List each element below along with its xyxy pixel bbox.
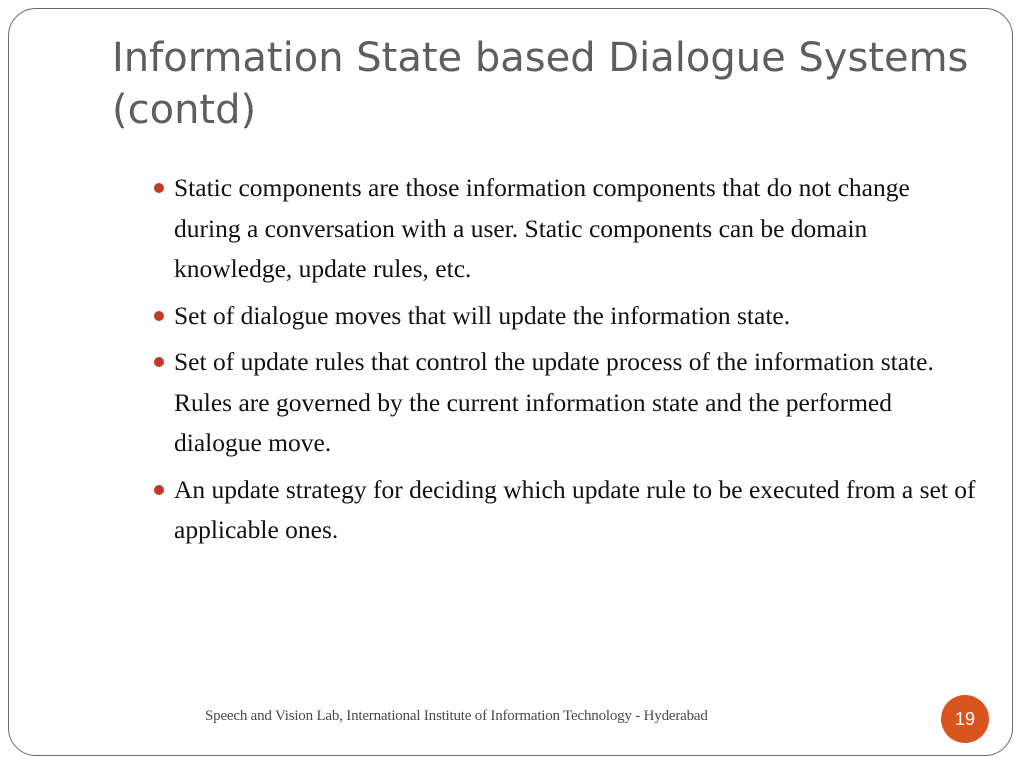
bullet-dot-icon [154,357,164,367]
slide-title: Information State based Dialogue Systems (contd) [112,35,969,133]
bullet-dot-icon [154,183,164,193]
bullet-item [148,342,980,464]
bullet-dot-icon [154,485,164,495]
bullet-item [148,470,980,551]
bullet-item [148,168,980,290]
bullet-dot-icon [154,311,164,321]
bullet-text: Static components are those information components that do not change during a conversation with a user. Static components can be domain knowledge, update rules, etc. [174,173,910,283]
bullet-text: Set of dialogue moves that will update the information state. [174,300,791,330]
bullet-text: An update strategy for deciding which update rule to be executed from a set of applicable ones. [174,474,976,544]
slide-footer: Speech and Vision Lab, International Institute of Information Technology - Hyderabad [205,708,708,724]
bullet-text: Set of update rules that control the update process of the information state. Rules are governed by the current information state and the performed dialogue move. [174,347,934,457]
bullet-item [148,296,980,337]
bullet-list [148,168,980,557]
page-number-badge: 19 [941,695,989,743]
